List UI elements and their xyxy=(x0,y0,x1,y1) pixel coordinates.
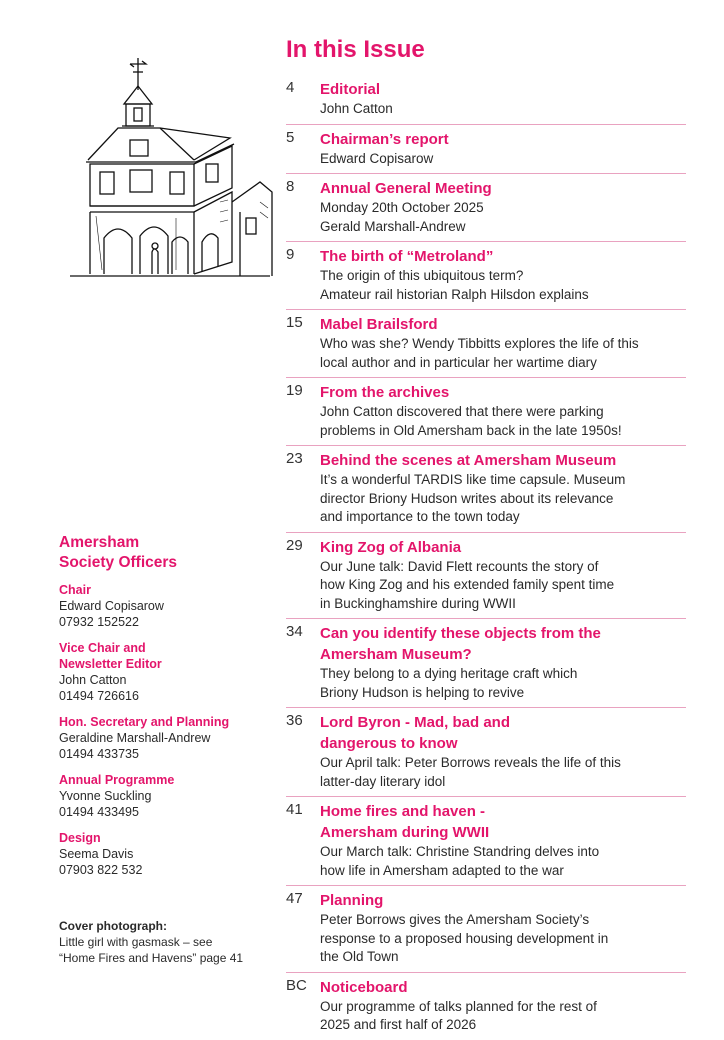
article-description: Who was she? Wendy Tibbitts explores the life of this xyxy=(320,336,639,351)
page-number: 5 xyxy=(286,128,295,146)
contents-item[interactable] xyxy=(286,707,686,796)
officer-design xyxy=(59,830,269,878)
article-title: King Zog of Albania xyxy=(320,538,462,556)
contents-item[interactable] xyxy=(286,79,686,124)
contents-item[interactable] xyxy=(286,885,686,972)
article-description: Our June talk: David Flett recounts the story of xyxy=(320,558,599,574)
page-number: 23 xyxy=(286,450,303,467)
contents-item[interactable] xyxy=(286,241,686,309)
article-description: Gerald Marshall-Andrew xyxy=(320,218,466,234)
page-number: 4 xyxy=(286,79,295,96)
article-title: Planning xyxy=(320,892,384,909)
article-description: Briony Hudson is helping to revive xyxy=(320,684,525,700)
page-number: BC xyxy=(286,976,307,994)
contents-item[interactable] xyxy=(286,618,686,707)
officer-name: Seema Davis xyxy=(59,847,134,861)
officer-phone: 01494 726616 xyxy=(59,689,139,703)
officer-role: Vice Chair and Newsletter Editor xyxy=(59,641,162,671)
article-description: how King Zog and his extended family spent time xyxy=(320,577,615,592)
cover-photograph-note xyxy=(59,918,289,966)
page-number: 34 xyxy=(286,623,303,640)
article-title: Mabel Brailsford xyxy=(320,316,438,333)
article-description: The origin of this ubiquitous term? xyxy=(320,268,524,283)
contents-item[interactable] xyxy=(286,309,686,377)
cover-line: “Home Fires and Havens” page 41 xyxy=(59,951,244,965)
article-title: Behind the scenes at Amersham Museum xyxy=(320,452,617,469)
article-description: Our programme of talks planned for the rest of xyxy=(320,998,597,1014)
article-description: local author and in particular her wartime diary xyxy=(320,354,597,370)
officer-role: Hon. Secretary and Planning xyxy=(59,715,230,729)
article-title: Chairman’s report xyxy=(320,130,449,148)
officer-role: Chair xyxy=(59,583,91,597)
officer-programme xyxy=(59,772,269,820)
article-description: response to a proposed housing development in xyxy=(320,930,609,946)
officer-vice-chair xyxy=(59,640,269,704)
officer-phone: 01494 433735 xyxy=(59,747,139,761)
officer-phone: 07903 822 532 xyxy=(59,863,143,877)
article-description: and importance to the town today xyxy=(320,509,520,524)
officer-name: Edward Copisarow xyxy=(59,599,164,613)
officer-secretary xyxy=(59,714,269,762)
page-number: 41 xyxy=(286,801,303,818)
article-title: Lord Byron - Mad, bad and dangerous to know xyxy=(320,714,510,752)
page-number: 8 xyxy=(286,178,295,195)
article-title: Annual General Meeting xyxy=(320,180,492,197)
page-number: 15 xyxy=(286,314,303,331)
officer-role: Design xyxy=(59,831,101,845)
page-number: 47 xyxy=(286,890,303,907)
officer-phone: 01494 433495 xyxy=(59,805,139,819)
page-number: 29 xyxy=(286,536,303,554)
article-title: The birth of “Metroland” xyxy=(320,248,494,265)
contents-item[interactable] xyxy=(286,796,686,885)
article-description: Our March talk: Christine Standring delves into xyxy=(320,844,600,859)
officer-name: Yvonne Suckling xyxy=(59,789,152,803)
article-description: Peter Borrows gives the Amersham Society’s xyxy=(320,912,590,927)
officers-title: Amersham Society Officers xyxy=(59,534,178,571)
contents-heading: In this Issue xyxy=(286,36,425,63)
cover-line: Little girl with gasmask – see xyxy=(59,935,213,949)
article-description: latter-day literary idol xyxy=(320,773,446,789)
article-description: the Old Town xyxy=(320,949,399,964)
article-description: 2025 and first half of 2026 xyxy=(320,1017,477,1032)
officer-chair xyxy=(59,582,269,630)
article-description: director Briony Hudson writes about its relevance xyxy=(320,490,614,506)
article-title: Editorial xyxy=(320,81,381,98)
article-title: Noticeboard xyxy=(320,978,408,996)
market-hall-illustration xyxy=(60,52,280,288)
article-description: problems in Old Amersham back in the late 1950s! xyxy=(320,422,622,438)
article-title: From the archives xyxy=(320,384,450,401)
contents-list xyxy=(286,79,686,1040)
article-description: Our April talk: Peter Borrows reveals the life of this xyxy=(320,755,621,770)
page-number: 9 xyxy=(286,246,295,263)
article-description: It’s a wonderful TARDIS like time capsule. Museum xyxy=(320,472,626,487)
article-description: Edward Copisarow xyxy=(320,150,434,166)
contents-item[interactable] xyxy=(286,972,686,1040)
contents-item[interactable] xyxy=(286,445,686,532)
article-description: how life in Amersham adapted to the war xyxy=(320,862,564,878)
article-description: Monday 20th October 2025 xyxy=(320,200,484,215)
page-number: 36 xyxy=(286,712,303,729)
article-title: Can you identify these objects from the Amersham Museum? xyxy=(320,625,601,663)
officer-phone: 07932 152522 xyxy=(59,615,139,629)
article-description: John Catton xyxy=(320,101,393,116)
article-description: John Catton discovered that there were parking xyxy=(320,404,604,419)
contents-item[interactable] xyxy=(286,173,686,241)
officer-name: John Catton xyxy=(59,673,127,687)
article-description: in Buckinghamshire during WWII xyxy=(320,595,516,611)
article-description: They belong to a dying heritage craft which xyxy=(320,666,578,681)
officer-role: Annual Programme xyxy=(59,773,175,787)
contents-item[interactable] xyxy=(286,532,686,619)
article-description: Amateur rail historian Ralph Hilsdon explains xyxy=(320,286,589,302)
page-number: 19 xyxy=(286,382,303,399)
contents-item[interactable] xyxy=(286,124,686,174)
officer-name: Geraldine Marshall-Andrew xyxy=(59,731,211,745)
contents-item[interactable] xyxy=(286,377,686,445)
cover-heading: Cover photograph: xyxy=(59,919,167,933)
society-officers xyxy=(59,533,269,888)
article-title: Home fires and haven - Amersham during WWII xyxy=(320,803,490,841)
